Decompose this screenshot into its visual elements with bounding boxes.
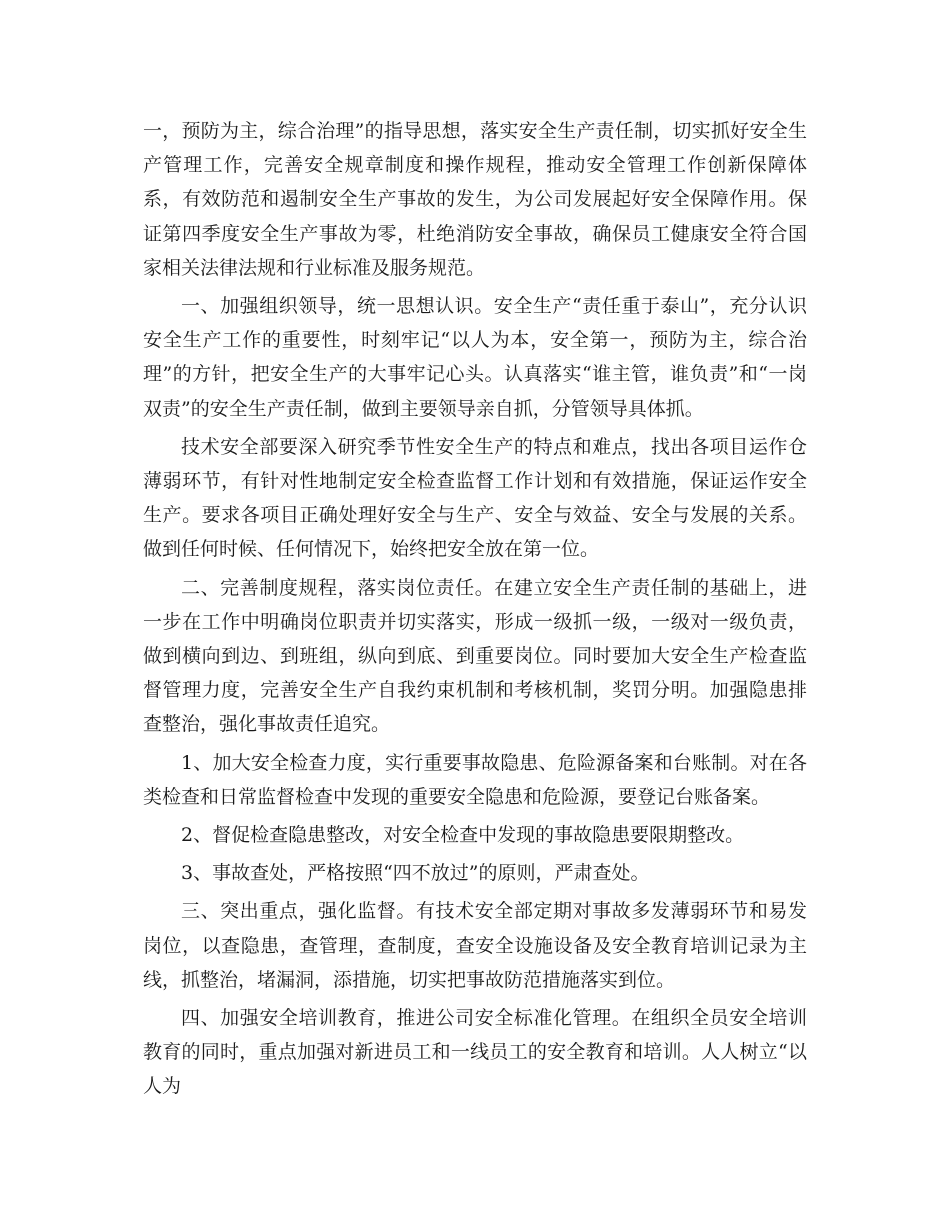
paragraph-item-3: 3、事故查处，严格按照“四不放过”的原则，严肃查处。 (181, 862, 650, 885)
paragraph-item-1: 1、加大安全检查力度，实行重要事故隐患、危险源备案和台账制。对在各类检查和日常监督检查中发现的重要安全隐患和危险源，要登记台账备案。 (143, 751, 807, 808)
paragraph-section-two: 二、完善制度规程，落实岗位责任。在建立安全生产责任制的基础上，进一步在工作中明确岗位职责并切实落实，形成一级抓一级，一级对一级负责，做到横向到边、到班组，纵向到底、到重要岗位。同时要加大安全生产检查监督管理力度，完善安全生产自我约束机制和考核机制，奖罚分明。加强隐患排查整治，强化事故责任追究。 (143, 576, 807, 736)
paragraph-section-three: 三、突出重点，强化监督。有技术安全部定期对事故多发薄弱环节和易发岗位，以查隐患，查管理，查制度，查安全设施设备及安全教育培训记录为主线，抓整治，堵漏洞，添措施，切实把事故防范措施落实到位。 (143, 900, 807, 991)
paragraph-section-four: 四、加强安全培训教育，推进公司安全标准化管理。在组织全员安全培训教育的同时，重点加强对新进员工和一线员工的安全教育和培训。人人树立“以人为 (143, 1007, 807, 1098)
paragraph-technical-safety: 技术安全部要深入研究季节性安全生产的特点和难点，找出各项目运作仓薄弱环节，有针对性地制定安全检查监督工作计划和有效措施，保证运作安全生产。要求各项目正确处理好安全与生产、安全与效益、安全与发展的关系。做到任何时候、任何情况下，始终把安全放在第一位。 (143, 435, 807, 561)
paragraph-continuation: 一，预防为主，综合治理”的指导思想，落实安全生产责任制，切实抓好安全生产管理工作，完善安全规章制度和操作规程，推动安全管理工作创新保障体系，有效防范和遏制安全生产事故的发生，为公司发展起好安全保障作用。保证第四季度安全生产事故为零，杜绝消防安全事故，确保员工健康安全符合国家相关法律法规和行业标准及服务规范。 (143, 120, 807, 279)
paragraph-item-2: 2、督促检查隐患整改，对安全检查中发现的事故隐患要限期整改。 (181, 824, 745, 847)
document-body (143, 114, 807, 1108)
paragraph-section-one: 一、加强组织领导，统一思想认识。安全生产“责任重于泰山”，充分认识安全生产工作的重要性，时刻牢记“以人为本，安全第一，预防为主，综合治理”的方针，把安全生产的大事牢记心头。认真落实“谁主管，谁负责”和“一岗双责”的安全生产责任制，做到主要领导亲自抓，分管领导具体抓。 (143, 295, 807, 420)
